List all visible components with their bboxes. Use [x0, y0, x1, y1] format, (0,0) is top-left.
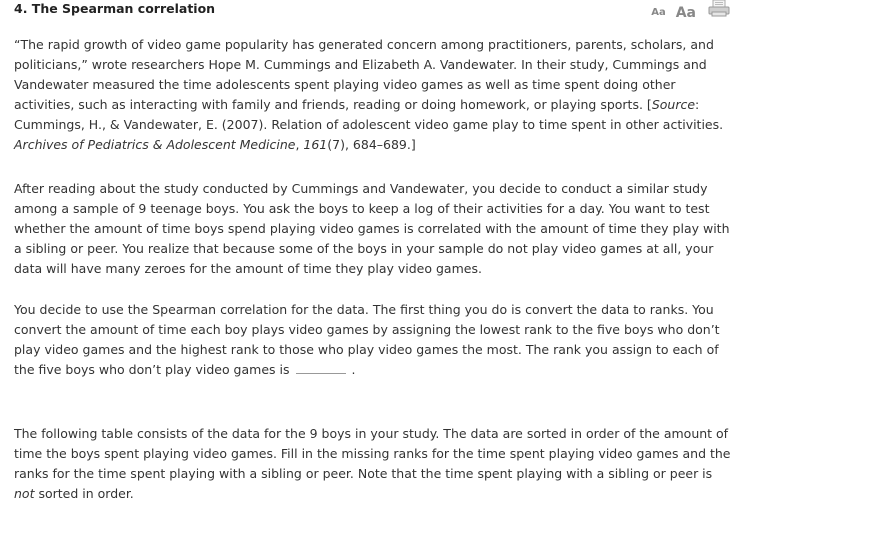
toolbar: [651, 0, 730, 21]
spearman-text: You decide to use the Spearman correlation for the data. The first thing you do is convert the data to ranks. You convert the amount of time each boy plays video games by assigning the lowest rank to the five boys who don’t play video games and the highest rank to those who play video games the most. The rank you assign to each of the five boys who don’t play video games is: [14, 302, 720, 377]
rank-answer-dropdown[interactable]: [296, 360, 346, 374]
question-header: [14, 0, 734, 20]
print-icon: [708, 0, 730, 17]
decrease-font-button[interactable]: Aa: [651, 7, 666, 18]
journal-volume: 161: [303, 137, 328, 152]
journal-name: Archives of Pediatrics & Adolescent Medicine: [14, 137, 296, 152]
instructions-end: sorted in order.: [34, 486, 134, 501]
citation-separator: ,: [295, 137, 304, 152]
citation-pages: (7), 684–689.]: [327, 137, 416, 152]
sentence-end: .: [351, 362, 356, 377]
print-button[interactable]: [708, 0, 730, 21]
instructions-text: The following table consists of the data for the 9 boys in your study. The data are sorted in order of the amount of time the boys spent playing video games. Fill in the missing ranks for the time spent playing video games and the ranks for the time spent playing with a sibling or peer. Note that the time spent playing with a sibling or peer is: [14, 426, 731, 481]
citation-text: : Cummings, H., & Vandewater, E. (2007). Relation of adolescent video game play to time spent in other activities.: [14, 97, 724, 132]
study-paragraph: After reading about the study conducted by Cummings and Vandewater, you decide to conduct a similar study among a sample of 9 teenage boys. You ask the boys to keep a log of their activities for a day. You want to test whether the amount of time boys spend playing video games is correlated with the amount of time they play with a sibling or peer. You realize that because some of the boys in your sample do not play video games at all, your data will have many zeroes for the amount of time they play video games.: [14, 181, 730, 276]
intro-text: “The rapid growth of video game popularity has generated concern among practitioners, parents, scholars, and politicians,” wrote researchers Hope M. Cummings and Elizabeth A. Vandewater. In their study, Cummings and Vandewater measured the time adolescents spent playing video games as well as time spent doing other activities, such as interacting with family and friends, reading or doing homework, or playing sports. [: [14, 37, 714, 112]
increase-font-button[interactable]: Aa: [675, 5, 696, 21]
emphasis-not: not: [14, 486, 35, 501]
intro-paragraph: [14, 35, 734, 155]
question-title: 4. The Spearman correlation: [14, 1, 216, 16]
table-instructions-paragraph: [14, 424, 734, 504]
spearman-paragraph: [14, 300, 734, 380]
source-label: Source: [651, 97, 696, 112]
